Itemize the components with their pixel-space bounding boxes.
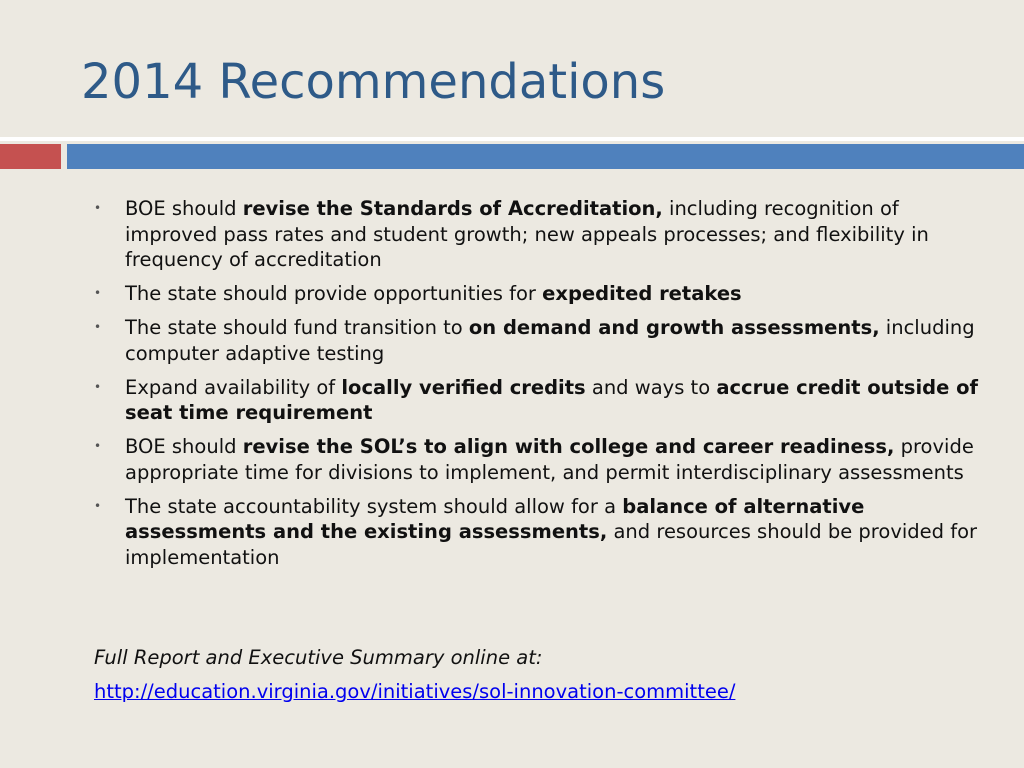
report-note: Full Report and Executive Summary online at:	[94, 646, 543, 669]
bullet-text-segment: The state accountability system should allow for a	[125, 494, 623, 518]
title-divider	[0, 137, 1024, 141]
report-link[interactable]: http://education.virginia.gov/initiatives/sol-innovation-committee/	[94, 680, 736, 703]
bullet-text-segment: and resources should be provided for implementation	[125, 520, 978, 569]
bullet-text-segment: including recognition of improved pass rates and student growth; new appeals processes; and flexibility in frequency of accreditation	[125, 197, 929, 271]
bullet-text	[125, 282, 742, 305]
bullet-emphasis: revise the Standards of Accreditation,	[242, 197, 663, 220]
accent-bar-blue	[67, 144, 1024, 169]
bullet-text-segment: Expand availability of	[125, 375, 342, 399]
bullet-text-segment: The state should fund transition to	[125, 316, 469, 339]
bullet-emphasis: expedited retakes	[542, 282, 742, 305]
bullet-text-segment: BOE should	[125, 197, 243, 220]
bullet-text	[125, 376, 978, 425]
bullet-item	[94, 196, 994, 273]
bullet-dot-icon: •	[94, 201, 102, 215]
bullet-text-segment: BOE should	[125, 435, 243, 458]
bullet-text	[125, 316, 975, 365]
bullet-dot-icon: •	[94, 498, 102, 513]
bullet-text	[125, 435, 974, 484]
recommendations-list	[94, 196, 994, 579]
bullet-item	[94, 281, 994, 307]
bullet-dot-icon: •	[94, 286, 102, 300]
bullet-item	[94, 375, 994, 426]
bullet-item	[94, 315, 994, 366]
bullet-text	[125, 495, 977, 569]
bullet-dot-icon: •	[94, 379, 102, 394]
bullet-text-segment: The state should provide opportunities for	[125, 282, 543, 305]
bullet-text-segment: including computer adaptive testing	[125, 316, 975, 365]
bullet-text-segment: provide appropriate time for divisions to implement, and permit interdisciplinary assessments	[125, 435, 974, 484]
accent-bar-red	[0, 144, 61, 169]
bullet-dot-icon: •	[94, 439, 102, 453]
bullet-item	[94, 434, 994, 485]
bullet-text	[125, 197, 929, 271]
slide-title: 2014 Recommendations	[81, 54, 666, 110]
bullet-item	[94, 494, 994, 571]
bullet-text-segment: and ways to	[585, 375, 717, 399]
bullet-dot-icon: •	[94, 320, 102, 334]
bullet-emphasis: locally verified credits	[341, 375, 586, 399]
bullet-emphasis: on demand and growth assessments,	[468, 316, 880, 339]
bullet-emphasis: accrue credit outside of seat time requirement	[125, 375, 979, 424]
bullet-emphasis: revise the SOL’s to align with college and career readiness,	[242, 435, 895, 458]
bullet-emphasis: balance of alternative assessments and the existing assessments,	[125, 494, 865, 543]
